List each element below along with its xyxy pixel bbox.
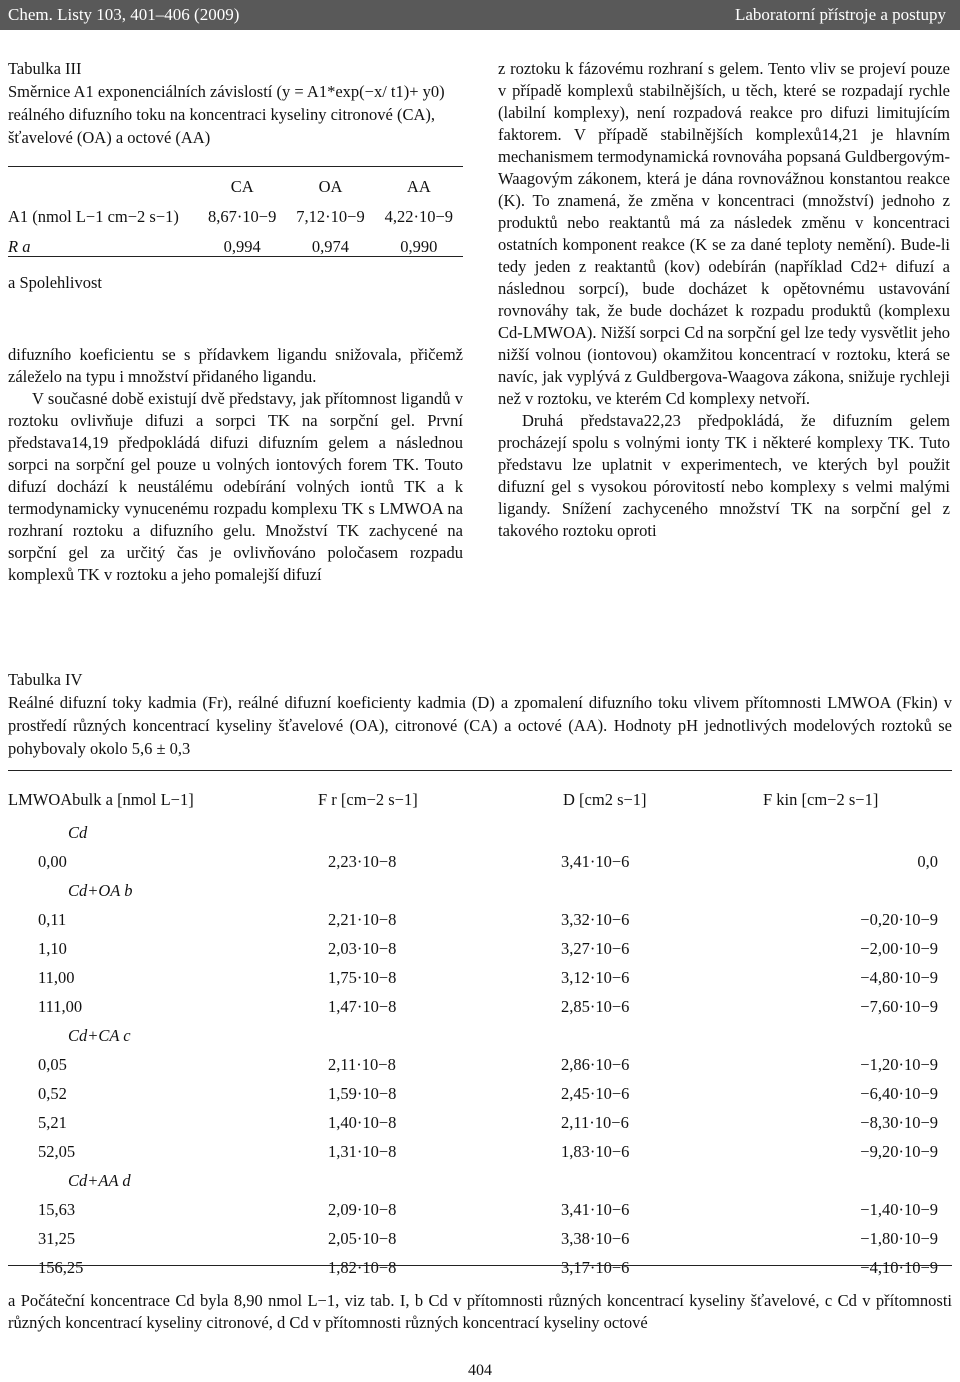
left-column-text [8, 344, 463, 586]
running-header [0, 0, 960, 30]
table4-col-header: LMWOAbulk a [nmol L−1] [8, 790, 194, 809]
table4-group-label: Cd [68, 822, 88, 842]
table4-cell: 2,09·10−8 [328, 1199, 397, 1219]
table4-cell: 1,47·10−8 [328, 996, 397, 1016]
table4-cell: 1,10 [38, 938, 67, 958]
table4-cell: 111,00 [38, 996, 83, 1016]
table4-caption: Reálné difuzní toky kadmia (Fr), reálné difuzní koeficienty kadmia (D) a zpomalení difuzního toku vlivem přítomnosti LMWOA (Fkin) v prostředí různých koncentrací kyseliny šťavelové (OA), citronové (CA) a octové (AA). Hodnoty pH jednotlivých modelových roztoků se pohybovaly okolo 5,6 ± 0,3 [8, 693, 952, 758]
table4-group-label: Cd+OA b [68, 880, 133, 900]
journal-citation: Chem. Listy 103, 401–406 (2009) [8, 5, 240, 24]
table4-group-row [8, 1021, 952, 1050]
table4-row [8, 1050, 952, 1079]
section-title: Laboratorní přístroje a postupy [734, 5, 946, 24]
table4-group-row [8, 818, 952, 847]
table4-cell: 3,12·10−6 [561, 967, 630, 987]
table3-col-header: AA [406, 177, 431, 196]
table4-cell: 5,21 [38, 1112, 67, 1132]
table4-header-row [8, 782, 952, 818]
page-number: 404 [468, 1362, 492, 1379]
table4-row [8, 1079, 952, 1108]
table3-bottom-rule [8, 256, 463, 257]
table4-col-header: F kin [cm−2 s−1] [763, 790, 879, 809]
table4-cell: −7,60·10−9 [860, 996, 938, 1016]
table4-row [8, 1137, 952, 1166]
table3-top-rule [8, 166, 463, 167]
table4-cell: 31,25 [38, 1228, 76, 1248]
table4-cell: −1,40·10−9 [860, 1199, 938, 1219]
table4-cell: 2,11·10−6 [561, 1112, 629, 1132]
table4-cell: −4,80·10−9 [860, 967, 938, 987]
table4-cell: 3,38·10−6 [561, 1228, 630, 1248]
table4-cell: 11,00 [38, 967, 75, 987]
table4-bottom-rule [8, 1265, 952, 1266]
table4-group-row [8, 1166, 952, 1195]
table4-cell: 52,05 [38, 1141, 76, 1161]
table4-cell: 3,27·10−6 [561, 938, 630, 958]
table4-cell: −1,80·10−9 [860, 1228, 938, 1248]
table4-cell: 1,59·10−8 [328, 1083, 397, 1103]
table4-cell: 2,45·10−6 [561, 1083, 630, 1103]
table4-row [8, 1108, 952, 1137]
table4-cell: 1,82·10−8 [328, 1257, 397, 1277]
table4-group-label: Cd+CA c [68, 1025, 131, 1045]
table3-cell: 7,12·10−9 [296, 207, 365, 226]
table4-cell: 2,05·10−8 [328, 1228, 397, 1248]
table3-header-row [8, 172, 463, 202]
table4-cell: −8,30·10−9 [860, 1112, 938, 1132]
table4-cell: 2,86·10−6 [561, 1054, 630, 1074]
table4-group-row [8, 876, 952, 905]
table4-cell: 3,32·10−6 [561, 909, 630, 929]
table4-cell: 1,75·10−8 [328, 967, 397, 987]
table4-cell: 2,85·10−6 [561, 996, 630, 1016]
table4-row [8, 963, 952, 992]
table4-footnote: a Počáteční koncentrace Cd byla 8,90 nmol L−1, viz tab. I, b Cd v přítomnosti různých koncentrací kyseliny šťavelové, c Cd v přítomnosti různých koncentrací kyseliny citronové, d Cd v přítomnosti různých koncentrací kyseliny octové [8, 1291, 952, 1332]
table3-cell: 0,990 [400, 237, 438, 256]
table4-cell: −0,20·10−9 [860, 909, 938, 929]
table3-cell: 4,22·10−9 [384, 207, 454, 226]
table4-cell: 0,11 [38, 909, 67, 929]
table3 [8, 172, 463, 262]
table4 [8, 782, 952, 1282]
table3-title: Tabulka III [8, 59, 82, 78]
paragraph: Druhá představa22,23 předpokládá, že difuzním gelem procházejí spolu s volnými ionty TK i některé komplexy TK. Tuto představu lze uplatnit v experimentech, ve kterých byl použit difuzní gel s vysokou pórovitostí nebo komplexy s velmi malými ligandy. Snížení zachyceného množství TK na sorpční gel z takového roztoku oproti [498, 411, 950, 540]
paragraph: V současné době existují dvě představy, jak přítomnost ligandů v roztoku ovlivňuje difuzi a sorpci TK na sorpční gel. První představa14,19 předpokládá difuzi difuzním gelem a následnou sorpci na sorpční gel pouze u volných iontových forem TK. Touto difuzí dochází k neustálému odebírání volných iontů TK a k termodynamicky vynucenému rozpadu komplexu TK s LMWOA na rozhraní roztoku a difuzního gelu. Množství TK zachycené na sorpční gel za určitý čas je ovlivňováno poločasem rozpadu komplexů TK v roztoku a jeho pomalejší difuzí [8, 389, 463, 584]
table4-cell: 3,41·10−6 [561, 1199, 630, 1219]
table4-row [8, 934, 952, 963]
table4-cell: 1,83·10−6 [561, 1141, 630, 1161]
table4-caption-block [8, 668, 952, 760]
table3-row-label: R a [8, 237, 31, 256]
table4-cell: −9,20·10−9 [860, 1141, 938, 1161]
paragraph: difuzního koeficientu se s přídavkem ligandu snižovala, přičemž záleželo na typu i množství přidaného ligandu. [8, 345, 463, 386]
table4-cell: 0,00 [38, 851, 67, 871]
table4-row [8, 1224, 952, 1253]
table4-row [8, 905, 952, 934]
table4-cell: 3,17·10−6 [561, 1257, 630, 1277]
table4-cell: 1,40·10−8 [328, 1112, 397, 1132]
table4-cell: −1,20·10−9 [860, 1054, 938, 1074]
table4-cell: 1,31·10−8 [328, 1141, 397, 1161]
table4-row [8, 847, 952, 876]
table3-col-header: OA [318, 177, 343, 196]
table4-cell: 0,52 [38, 1083, 67, 1103]
table4-cell: 2,23·10−8 [328, 851, 397, 871]
right-column-text [498, 58, 950, 542]
table4-cell: −6,40·10−9 [860, 1083, 938, 1103]
table3-row [8, 202, 463, 232]
table3-row-label: A1 (nmol L−1 cm−2 s−1) [8, 207, 179, 226]
table4-top-rule [8, 770, 952, 771]
table4-cell: 3,41·10−6 [561, 851, 630, 871]
table4-col-header: F r [cm−2 s−1] [318, 790, 418, 809]
table4-cell: 0,0 [917, 851, 938, 871]
table4-cell: 15,63 [38, 1199, 76, 1219]
table3-cell: 8,67·10−9 [207, 207, 277, 226]
table3-col-header: CA [230, 177, 254, 196]
table4-row [8, 992, 952, 1021]
table4-group-label: Cd+AA d [68, 1170, 131, 1190]
table3-footnote: a Spolehlivost [8, 273, 102, 292]
table3-caption: Směrnice A1 exponenciálních závislostí (y = A1*exp(−x/ t1)+ y0) reálného difuzního toku na koncentraci kyseliny citronové (CA), šťavelové (OA) a octové (AA) [8, 82, 445, 147]
table4-cell: 156,25 [38, 1257, 84, 1277]
table4-row [8, 1253, 952, 1282]
table4-cell: −4,10·10−9 [860, 1257, 938, 1277]
paragraph: z roztoku k fázovému rozhraní s gelem. Tento vliv se projeví pouze v případě komplexů stabilnějších, u těch, které se rozpadají rychle (labilní komplexy), není rozpadová reakce pro difuzi limitujícím faktorem. V případě stabilnějších komplexů14,21 je hlavním mechanismem termodynamická rovnováha popsaná Guldbergovým-Waagovým zákonem, která je dána rovnovážnou konstantou reakce (K). To znamená, že změna v koncentraci (množství) jednoho z produktů nebo reaktantů má za následek změnu v koncentraci ostatních komponent reakce (K se za dané teploty nemění). Bude-li tedy jeden z reaktantů (kov) odebírán (například Cd2+ difuzí a následnou sorpcí), bude docházet k opětovnému ustavování rovnováhy tak, že bude docházet k rozpadu produktů (komplexu Cd-LMWOA). Nižší sorpci Cd na sorpční gel lze tedy vysvětlit jeho nižší volnou (iontovou) okamžitou koncentrací v roztoku, která se navíc, jak vyplývá z Guldbergova-Waagova zákona, snižuje rychleji než v roztoku, ve kterém Cd komplexy netvoří. [498, 59, 950, 408]
table4-cell: 0,05 [38, 1054, 67, 1074]
table3-row [8, 232, 463, 262]
table4-title: Tabulka IV [8, 670, 83, 689]
table4-cell: 2,21·10−8 [328, 909, 397, 929]
table4-col-header: D [cm2 s−1] [563, 790, 647, 809]
table4-cell: 2,11·10−8 [328, 1054, 396, 1074]
table3-cell: 0,994 [223, 237, 261, 256]
table4-cell: 2,03·10−8 [328, 938, 397, 958]
table4-cell: −2,00·10−9 [860, 938, 938, 958]
table3-cell: 0,974 [311, 237, 350, 256]
table3-caption-block [8, 58, 463, 149]
table4-row [8, 1195, 952, 1224]
